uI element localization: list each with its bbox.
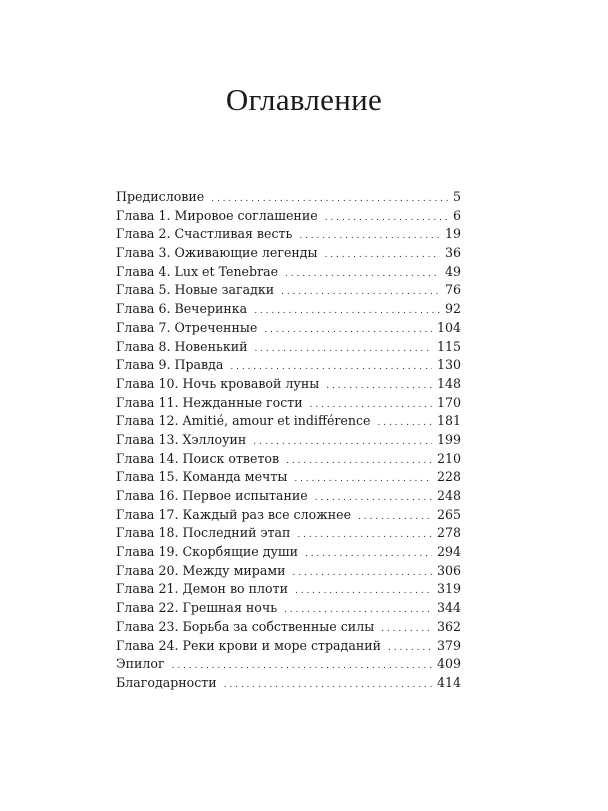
toc-dot-leader [293, 564, 432, 583]
toc-dot-leader [253, 433, 432, 452]
toc-entry [116, 225, 461, 244]
toc-entry [116, 263, 461, 282]
toc-entry-label: Глава 6. Вечеринка [116, 301, 248, 317]
toc-dot-leader [285, 265, 440, 284]
toc-entry-label: Глава 12. Amitié, amour et indifférence [116, 413, 371, 429]
toc-entry [116, 375, 461, 394]
toc-entry-page-number: 228 [436, 469, 461, 485]
toc-entry [116, 394, 461, 413]
toc-entry-page-number: 248 [436, 488, 461, 503]
toc-entry [116, 300, 461, 319]
toc-entry [116, 524, 461, 543]
toc-entry-page-number: 5 [452, 189, 461, 204]
toc-entry-page-number: 19 [444, 226, 461, 242]
toc-entry-label: Глава 16. Первое испытание [116, 488, 308, 503]
toc-entry-label: Глава 21. Демон во плоти [116, 581, 288, 597]
table-of-contents [116, 188, 461, 693]
toc-dot-leader [358, 508, 432, 527]
toc-dot-leader [326, 377, 432, 396]
toc-entry-page-number: 92 [444, 301, 461, 317]
toc-entry-label: Глава 1. Мировое соглашение [116, 207, 318, 223]
toc-entry-label: Глава 4. Lux et Tenebrae [116, 263, 279, 279]
toc-dot-leader [297, 526, 432, 545]
toc-entry [116, 562, 461, 581]
toc-entry [116, 338, 461, 357]
toc-entry-label: Эпилог [116, 656, 165, 672]
toc-entry-page-number: 104 [436, 319, 461, 335]
toc-entry-page-number: 199 [436, 431, 461, 447]
toc-entry [116, 468, 461, 487]
toc-dot-leader [281, 283, 440, 302]
toc-entry-page-number: 409 [436, 656, 461, 672]
toc-dot-leader [305, 545, 432, 564]
toc-entry-page-number: 130 [436, 357, 461, 373]
toc-entry [116, 431, 461, 450]
toc-entry-label: Глава 13. Хэллоуин [116, 431, 247, 447]
toc-entry [116, 207, 461, 226]
toc-entry-label: Глава 2. Счастливая весть [116, 226, 293, 242]
toc-entry-label: Глава 11. Нежданные гости [116, 394, 303, 410]
toc-entry-page-number: 306 [436, 562, 461, 578]
toc-entry-label: Глава 22. Грешная ночь [116, 600, 278, 616]
toc-entry-page-number: 265 [436, 506, 461, 522]
toc-entry-page-number: 344 [436, 600, 461, 616]
toc-entry-page-number: 319 [436, 581, 461, 597]
toc-entry-label: Глава 14. Поиск ответов [116, 450, 280, 466]
toc-entry-label: Глава 9. Правда [116, 357, 224, 373]
toc-entry-page-number: 362 [436, 618, 461, 634]
toc-entry [116, 412, 461, 431]
toc-entry [116, 356, 461, 375]
toc-entry [116, 655, 461, 674]
toc-entry-label: Глава 18. Последний этап [116, 525, 291, 541]
toc-entry [116, 281, 461, 300]
toc-entry-label: Глава 7. Отреченные [116, 319, 258, 335]
toc-entry-label: Глава 3. Оживающие легенды [116, 245, 318, 261]
toc-entry-label: Благодарности [116, 674, 217, 690]
toc-dot-leader [388, 639, 432, 658]
toc-entry [116, 674, 461, 693]
toc-dot-leader [381, 620, 432, 639]
toc-entry [116, 188, 461, 207]
toc-entry [116, 580, 461, 599]
toc-entry-label: Глава 20. Между мирами [116, 562, 286, 578]
toc-entry [116, 506, 461, 525]
toc-dot-leader [295, 582, 432, 601]
toc-dot-leader [286, 452, 432, 471]
toc-entry-label: Глава 8. Новенький [116, 338, 248, 354]
toc-dot-leader [264, 321, 432, 340]
toc-entry-label: Глава 10. Ночь кровавой луны [116, 375, 320, 391]
toc-entry-page-number: 294 [436, 544, 461, 560]
toc-dot-leader [224, 676, 432, 695]
toc-entry-label: Глава 23. Борьба за собственные силы [116, 618, 375, 634]
page-title: Оглавление [225, 82, 383, 117]
toc-entry-page-number: 49 [444, 263, 461, 279]
toc-entry [116, 319, 461, 338]
toc-entry [116, 543, 461, 562]
toc-entry-label: Глава 5. Новые загадки [116, 282, 275, 298]
toc-dot-leader [254, 340, 431, 359]
toc-entry-page-number: 379 [436, 637, 461, 653]
toc-entry [116, 487, 461, 506]
toc-dot-leader [299, 227, 440, 246]
toc-entry [116, 637, 461, 656]
toc-dot-leader [325, 246, 440, 265]
toc-entry-label: Глава 19. Скорбящие души [116, 544, 298, 560]
toc-entry [116, 599, 461, 618]
toc-entry-page-number: 76 [444, 282, 461, 298]
toc-entry-label: Предисловие [116, 189, 205, 204]
toc-entry-label: Глава 17. Каждый раз все сложнее [116, 506, 352, 522]
toc-entry [116, 450, 461, 469]
toc-entry-page-number: 115 [436, 338, 461, 354]
toc-entry-page-number: 170 [436, 394, 461, 410]
toc-entry-page-number: 36 [444, 245, 461, 261]
toc-entry-label: Глава 24. Реки крови и море страданий [116, 637, 382, 653]
toc-dot-leader [254, 302, 440, 321]
toc-entry-page-number: 278 [436, 525, 461, 541]
toc-entry-page-number: 414 [436, 674, 461, 690]
toc-entry [116, 244, 461, 263]
toc-entry-page-number: 6 [452, 207, 461, 223]
toc-entry-page-number: 148 [436, 375, 461, 391]
toc-dot-leader [325, 209, 448, 228]
toc-entry-page-number: 181 [436, 413, 461, 429]
toc-entry-page-number: 210 [436, 450, 461, 466]
toc-entry [116, 618, 461, 637]
toc-dot-leader [378, 414, 432, 433]
toc-dot-leader [294, 470, 432, 489]
toc-entry-label: Глава 15. Команда мечты [116, 469, 288, 485]
